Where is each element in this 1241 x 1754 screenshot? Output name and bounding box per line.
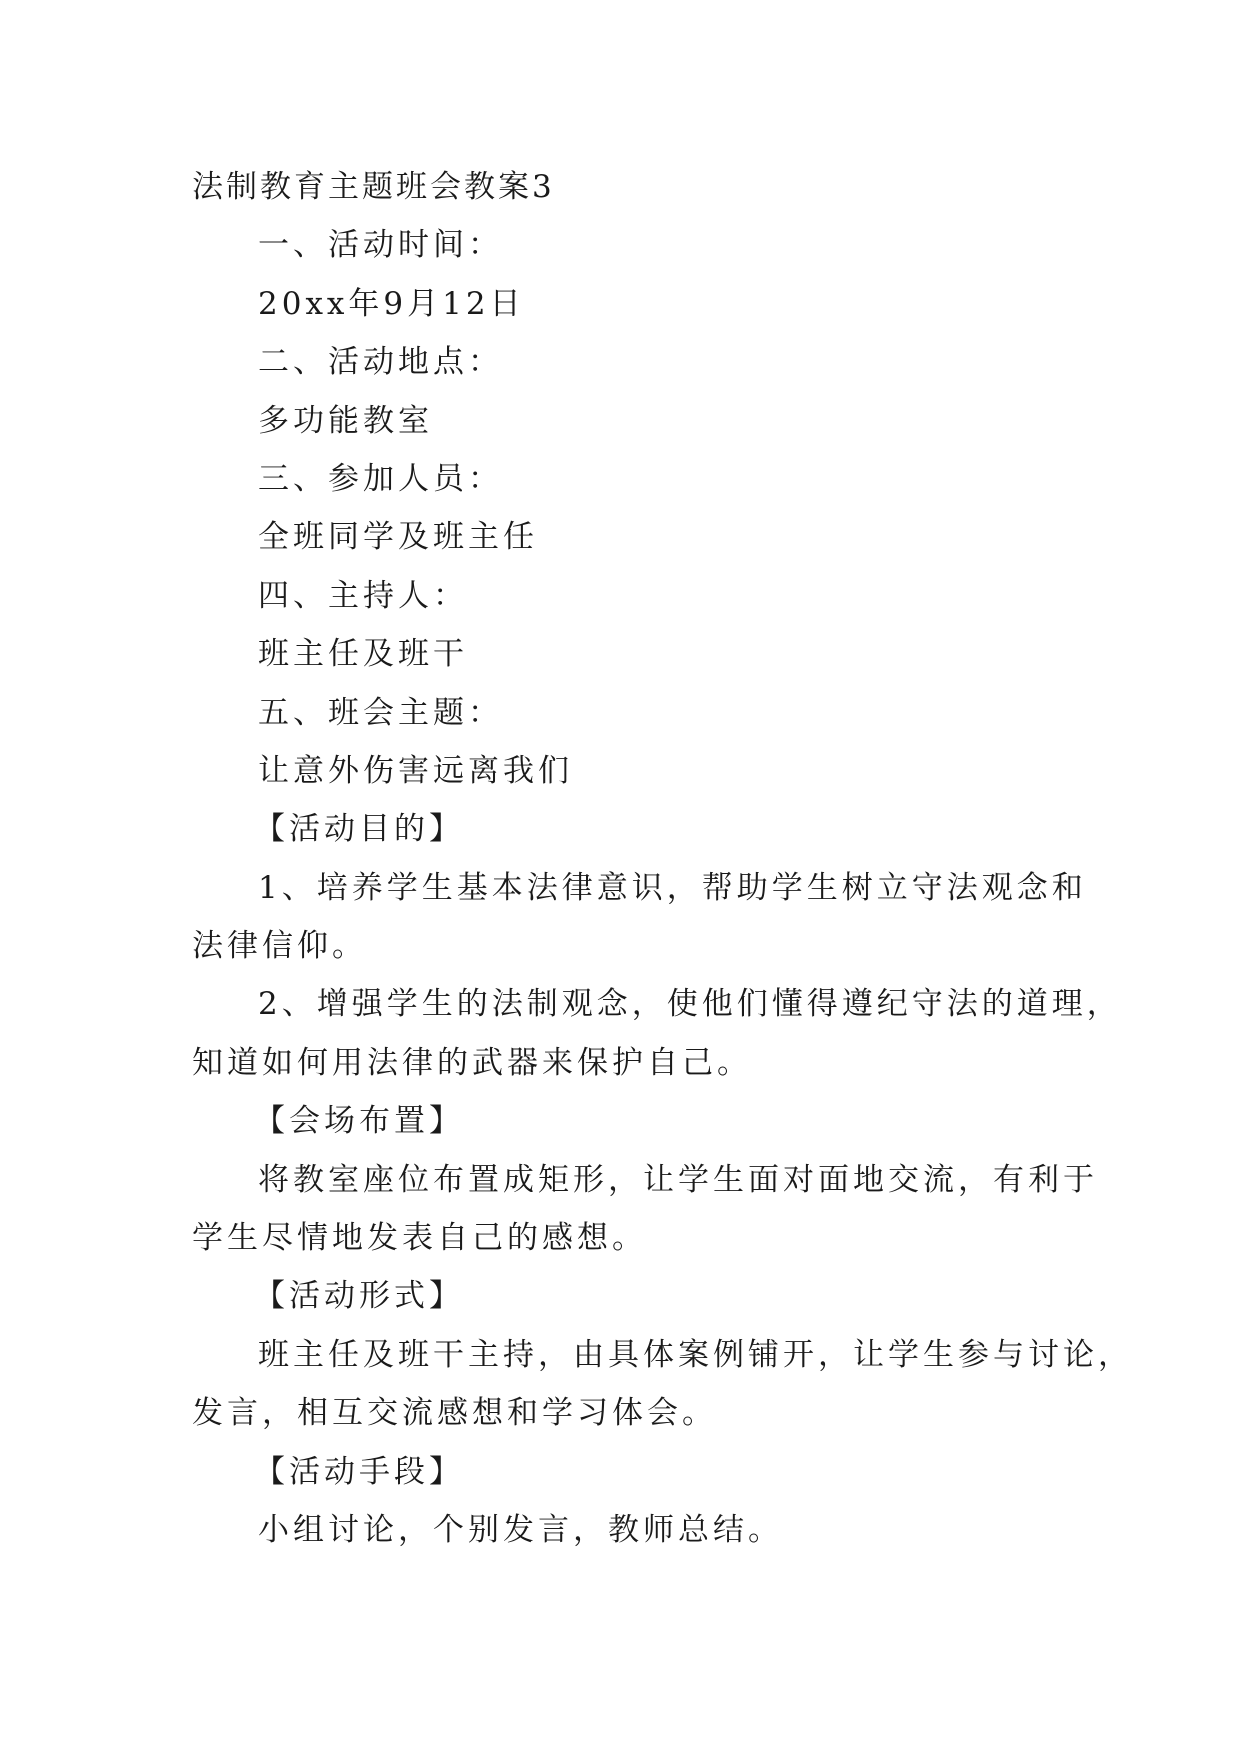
purpose-item-1-line-1: 1、培养学生基本法律意识，帮助学生树立守法观念和: [258, 869, 1087, 906]
activity-format-line-1: 班主任及班干主持，由具体案例铺开，让学生参与讨论，: [258, 1336, 1133, 1373]
document-body: [192, 158, 1133, 1559]
activity-date: 20xx年9月12日: [258, 285, 525, 322]
theme-text: 让意外伤害远离我们: [258, 752, 573, 789]
host-text: 班主任及班干: [258, 636, 468, 673]
purpose-item-1-line-2: 法律信仰。: [192, 928, 367, 965]
document-title: 法制教育主题班会教案3: [192, 169, 555, 205]
purpose-item-2-line-1: 2、增强学生的法制观念，使他们懂得遵纪守法的道理，: [258, 986, 1122, 1023]
heading-purpose: 【活动目的】: [254, 811, 464, 848]
heading-activity-means: 【活动手段】: [254, 1453, 464, 1490]
activity-format-line-2: 发言，相互交流感想和学习体会。: [192, 1395, 717, 1432]
section-heading-theme: 五、班会主题：: [258, 694, 503, 731]
purpose-item-2-line-2: 知道如何用法律的武器来保护自己。: [192, 1044, 752, 1081]
participants-text: 全班同学及班主任: [258, 519, 538, 556]
section-heading-host: 四、主持人：: [258, 577, 468, 614]
section-heading-location: 二、活动地点：: [258, 344, 503, 381]
venue-layout-line-1: 将教室座位布置成矩形，让学生面对面地交流，有利于: [258, 1161, 1098, 1198]
activity-means-text: 小组讨论，个别发言，教师总结。: [258, 1511, 783, 1548]
venue-layout-line-2: 学生尽情地发表自己的感想。: [192, 1220, 647, 1257]
heading-venue-layout: 【会场布置】: [254, 1103, 464, 1140]
heading-activity-format: 【活动形式】: [254, 1278, 464, 1315]
section-heading-participants: 三、参加人员：: [258, 460, 503, 497]
activity-location: 多功能教室: [258, 402, 433, 439]
section-heading-time: 一、活动时间：: [258, 227, 503, 264]
